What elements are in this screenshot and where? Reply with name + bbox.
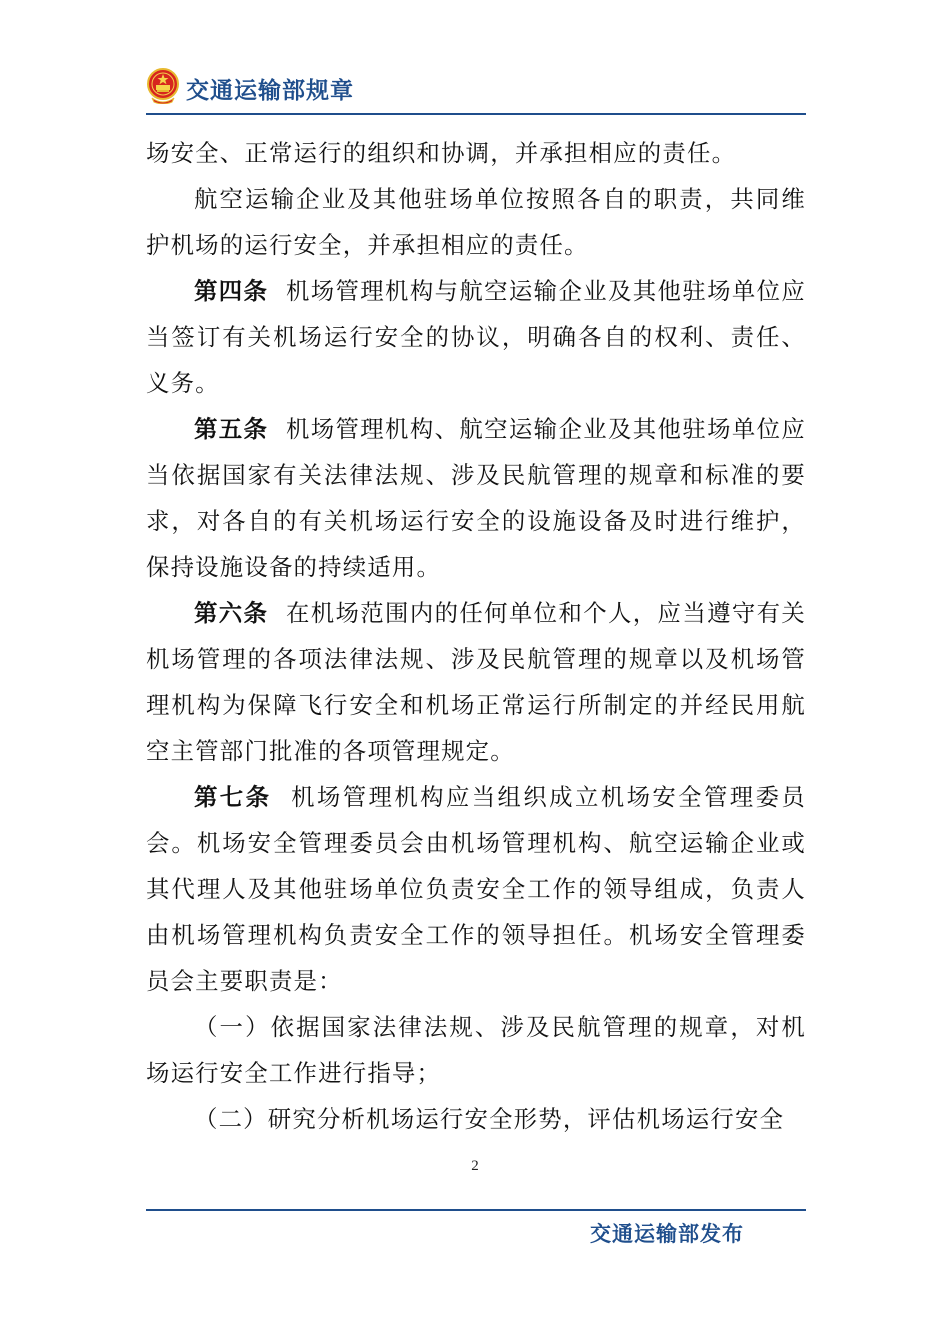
paragraph-text: 机场管理机构应当组织成立机场安全管理委员会。机场安全管理委员会由机场管理机构、航空运输企业或其代理人及其他驻场单位负责安全工作的领导组成，负责人由机场管理机构负责安全工作的领导担任。机场安全管理委员会主要职责是： — [146, 783, 806, 995]
paragraph-text: 机场管理机构与航空运输企业及其他驻场单位应当签订有关机场运行安全的协议，明确各自的权利、责任、义务。 — [146, 277, 806, 397]
paragraph-text: 场安全、正常运行的组织和协调，并承担相应的责任。 — [146, 139, 737, 167]
paragraph-text: （二）研究分析机场运行安全形势，评估机场运行安全 — [194, 1105, 785, 1133]
paragraph — [146, 1004, 806, 1096]
paragraph — [146, 176, 806, 268]
national-emblem-icon — [146, 68, 180, 104]
paragraph — [146, 406, 806, 590]
document-body — [146, 130, 806, 1142]
paragraph — [146, 268, 806, 406]
header-divider — [146, 113, 806, 115]
footer-publisher: 交通运输部发布 — [590, 1222, 744, 1246]
footer-divider — [146, 1209, 806, 1211]
article-number: 第五条 — [194, 415, 269, 443]
article-number: 第七条 — [194, 783, 272, 811]
paragraph-text: 航空运输企业及其他驻场单位按照各自的职责，共同维护机场的运行安全，并承担相应的责任。 — [146, 185, 806, 259]
paragraph — [146, 774, 806, 1004]
article-number: 第六条 — [194, 599, 269, 627]
paragraph-text: （一）依据国家法律法规、涉及民航管理的规章，对机场运行安全工作进行指导； — [146, 1013, 806, 1087]
paragraph — [146, 1096, 806, 1142]
paragraph-text: 机场管理机构、航空运输企业及其他驻场单位应当依据国家有关法律法规、涉及民航管理的规章和标准的要求，对各自的有关机场运行安全的设施设备及时进行维护，保持设施设备的持续适用。 — [146, 415, 806, 581]
paragraph — [146, 130, 806, 176]
page-header — [146, 62, 806, 112]
paragraph-text: 在机场范围内的任何单位和个人，应当遵守有关机场管理的各项法律法规、涉及民航管理的规章以及机场管理机构为保障飞行安全和机场正常运行所制定的并经民用航空主管部门批准的各项管理规定。 — [146, 599, 806, 765]
paragraph — [146, 590, 806, 774]
article-number: 第四条 — [194, 277, 269, 305]
page-number: 2 — [471, 1158, 479, 1174]
header-title: 交通运输部规章 — [186, 78, 354, 104]
